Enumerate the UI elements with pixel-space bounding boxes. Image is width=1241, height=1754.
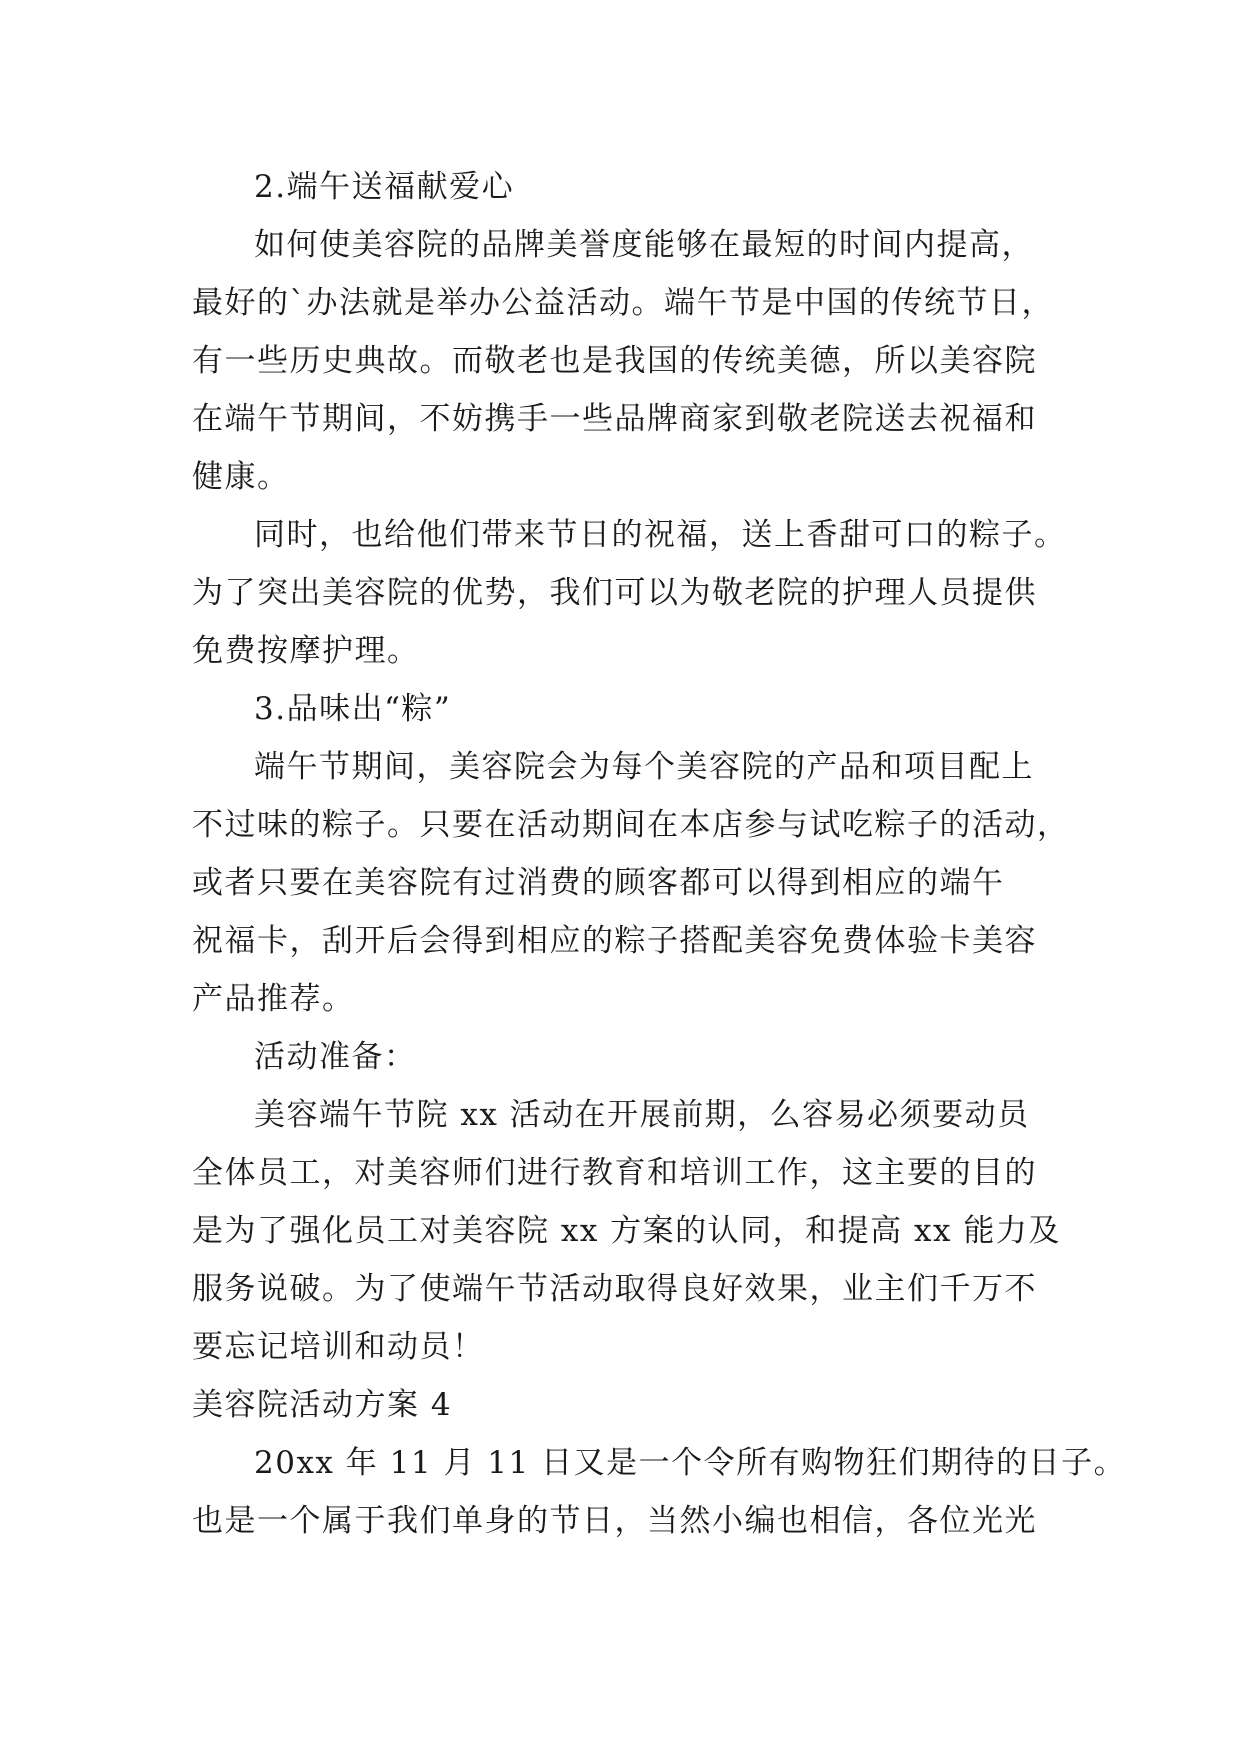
paragraph-line: 美容端午节院 xx 活动在开展前期，么容易必须要动员 (254, 1097, 1030, 1133)
paragraph-line: 免费按摩护理。 (192, 633, 420, 669)
paragraph-line: 健康。 (192, 459, 290, 495)
paragraph-line: 最好的`办法就是举办公益活动。端午节是中国的传统节日， (192, 285, 1054, 321)
paragraph-line: 为了突出美容院的优势，我们可以为敬老院的护理人员提供 (192, 575, 1037, 611)
paragraph-line: 是为了强化员工对美容院 xx 方案的认同，和提高 xx 能力及 (192, 1213, 1061, 1249)
section-title-plan-4: 美容院活动方案 4 (192, 1387, 453, 1423)
paragraph-line: 同时，也给他们带来节日的祝福，送上香甜可口的粽子。 (254, 517, 1067, 553)
paragraph-line: 产品推荐。 (192, 981, 355, 1017)
paragraph-line: 20xx 年 11 月 11 日又是一个令所有购物狂们期待的日子。 (254, 1445, 1127, 1481)
section-heading-3: 3.品味出“粽” (254, 691, 452, 727)
document-body (192, 158, 1127, 1550)
paragraph-line: 端午节期间，美容院会为每个美容院的产品和项目配上 (254, 749, 1034, 785)
paragraph-line: 也是一个属于我们单身的节日，当然小编也相信，各位光光 (192, 1503, 1037, 1539)
paragraph-line: 有一些历史典故。而敬老也是我国的传统美德，所以美容院 (192, 343, 1037, 379)
paragraph-line: 祝福卡，刮开后会得到相应的粽子搭配美容免费体验卡美容 (192, 923, 1037, 959)
paragraph-line: 服务说破。为了使端午节活动取得良好效果，业主们千万不 (192, 1271, 1037, 1307)
paragraph-line: 不过味的粽子。只要在活动期间在本店参与试吃粽子的活动， (192, 807, 1070, 843)
paragraph-line: 在端午节期间，不妨携手一些品牌商家到敬老院送去祝福和 (192, 401, 1037, 437)
paragraph-line: 如何使美容院的品牌美誉度能够在最短的时间内提高， (254, 227, 1034, 263)
subheading-preparation: 活动准备： (254, 1039, 417, 1075)
section-heading-2: 2.端午送福献爱心 (254, 169, 515, 205)
paragraph-line: 全体员工，对美容师们进行教育和培训工作，这主要的目的 (192, 1155, 1037, 1191)
paragraph-line: 或者只要在美容院有过消费的顾客都可以得到相应的端午 (192, 865, 1005, 901)
paragraph-line: 要忘记培训和动员！ (192, 1329, 485, 1365)
